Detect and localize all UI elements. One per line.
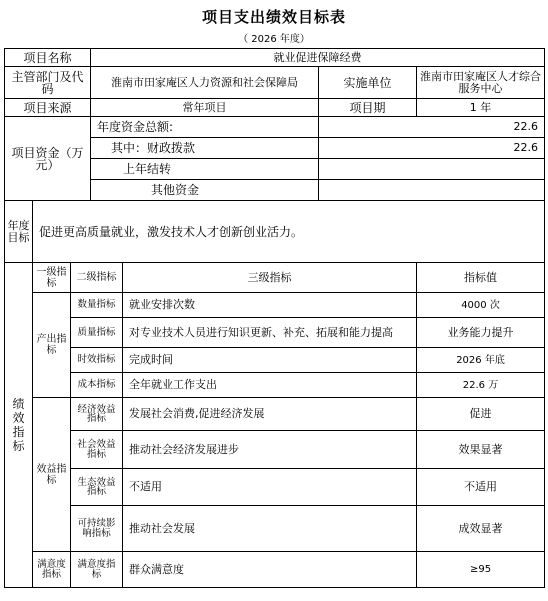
table-title: 项目支出绩效目标表	[201, 8, 346, 26]
performance-goal-table	[4, 48, 545, 588]
indicator-value: ≥95	[417, 552, 545, 588]
indicator-value: 效果显著	[417, 431, 545, 469]
indicator-value: 不适用	[417, 469, 545, 506]
header-level3: 三级指标	[123, 263, 417, 293]
annual-goal-text: 促进更高质量就业，激发技术人才创新创业活力。	[33, 201, 545, 263]
indicator-value: 2026 年底	[417, 348, 545, 373]
output-indicators-label: 产出指标	[33, 293, 71, 398]
indicator-level3: 发展社会消费,促进经济发展	[123, 398, 417, 431]
indicator-level2: 可持续影响指标	[71, 506, 123, 552]
implementing-unit-value: 淮南市田家庵区人才综合服务中心	[417, 67, 545, 99]
other-funds-value	[319, 180, 545, 201]
fiscal-allocation-value: 22.6	[319, 138, 545, 159]
indicator-value: 成效显著	[417, 506, 545, 552]
implementing-unit-label: 实施单位	[319, 67, 417, 99]
satisfaction-indicators-label: 满意度指标	[33, 552, 71, 588]
indicator-level2: 社会效益指标	[71, 431, 123, 469]
indicator-level3: 群众满意度	[123, 552, 417, 588]
indicator-value: 促进	[417, 398, 545, 431]
project-period-value: 1 年	[417, 99, 545, 117]
annual-total-value: 22.6	[319, 117, 545, 138]
indicator-level3: 对专业技术人员进行知识更新、补充、拓展和能力提高	[123, 318, 417, 348]
header-level2: 二级指标	[71, 263, 123, 293]
performance-indicators-label: 绩效指标	[5, 263, 33, 588]
indicator-level2: 数量指标	[71, 293, 123, 318]
carryover-value	[319, 159, 545, 180]
benefit-indicators-label: 效益指标	[33, 398, 71, 552]
indicator-level2: 生态效益指标	[71, 469, 123, 506]
department-label: 主管部门及代码	[5, 67, 91, 99]
other-funds-label: 其他资金	[91, 180, 319, 201]
indicator-level3: 推动社会经济发展进步	[123, 431, 417, 469]
header-level1: 一级指标	[33, 263, 71, 293]
indicator-level2: 成本指标	[71, 373, 123, 398]
indicator-level2: 质量指标	[71, 318, 123, 348]
department-value: 淮南市田家庵区人力资源和社会保障局	[91, 67, 319, 99]
year-note: （ 2026 年度）	[238, 34, 310, 45]
project-source-label: 项目来源	[5, 99, 91, 117]
project-source-value: 常年项目	[91, 99, 319, 117]
indicator-level2: 时效指标	[71, 348, 123, 373]
annual-goal-label: 年度目标	[5, 201, 33, 263]
carryover-label: 上年结转	[91, 159, 319, 180]
indicator-level3: 不适用	[123, 469, 417, 506]
fiscal-allocation-label: 其中：财政拨款	[91, 138, 319, 159]
indicator-level3: 推动社会发展	[123, 506, 417, 552]
indicator-level2: 满意度指标	[71, 552, 123, 588]
project-period-label: 项目期	[319, 99, 417, 117]
project-name-label: 项目名称	[5, 49, 91, 67]
header-value: 指标值	[417, 263, 545, 293]
indicator-value: 4000 次	[417, 293, 545, 318]
indicator-level3: 就业安排次数	[123, 293, 417, 318]
annual-total-label: 年度资金总额:	[91, 117, 319, 138]
project-funds-label: 项目资金（万元）	[5, 117, 91, 201]
project-name-value: 就业促进保障经费	[91, 49, 545, 67]
indicator-level3: 完成时间	[123, 348, 417, 373]
indicator-level2: 经济效益指标	[71, 398, 123, 431]
indicator-value: 22.6 万	[417, 373, 545, 398]
indicator-level3: 全年就业工作支出	[123, 373, 417, 398]
indicator-value: 业务能力提升	[417, 318, 545, 348]
